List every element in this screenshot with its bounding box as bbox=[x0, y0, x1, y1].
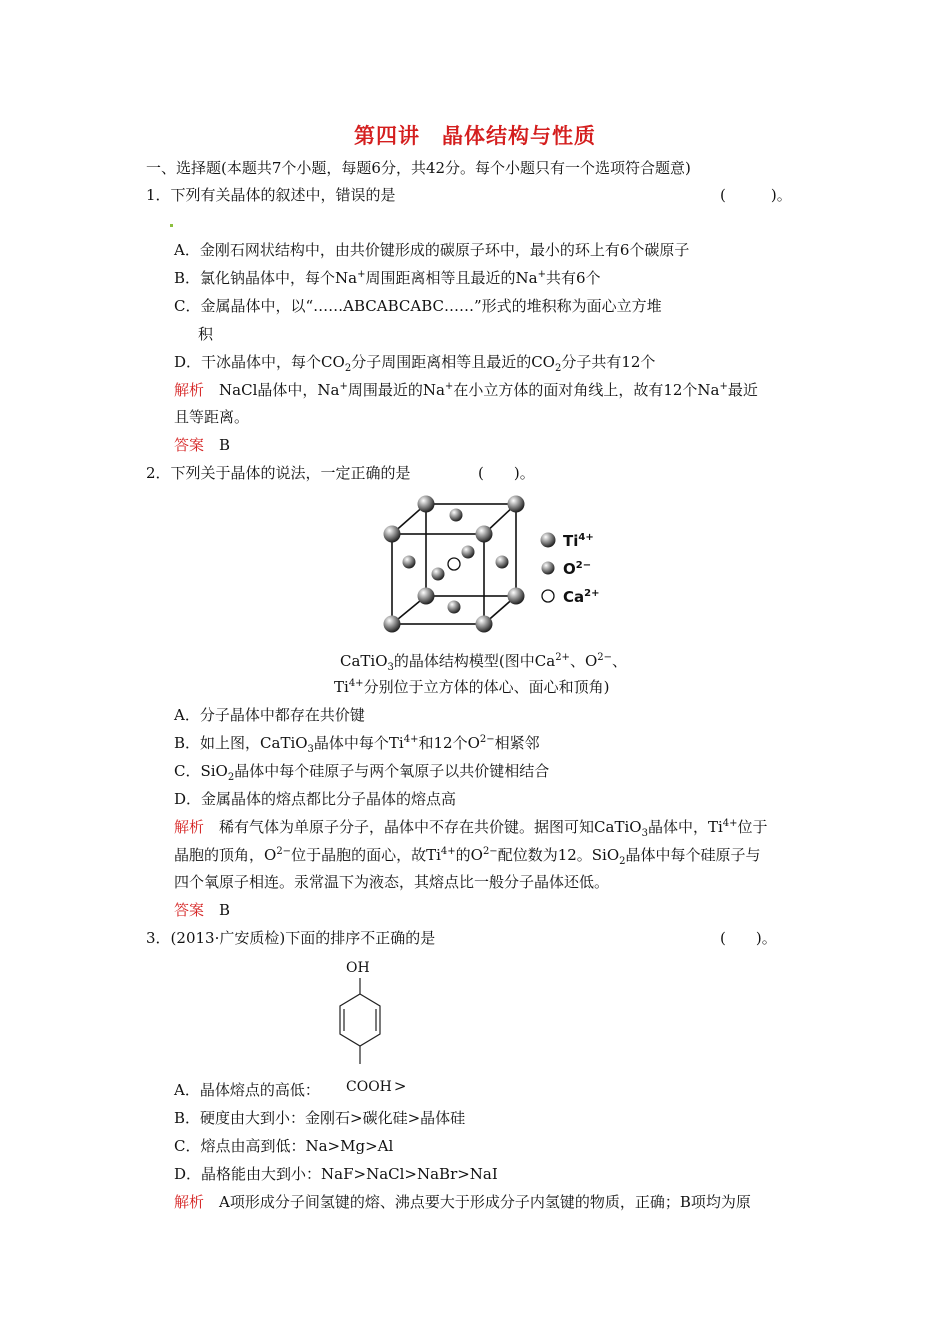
structure-oh-label: OH bbox=[346, 960, 370, 976]
legend-ca-label: $Ca^{2+}$ bbox=[563, 588, 600, 606]
q2-answer-paren: ( )。 bbox=[478, 464, 535, 482]
q1-option-c-cont: 积 bbox=[198, 325, 214, 343]
q3-option-b: B．硬度由大到小：金刚石>碳化硅>晶体硅 bbox=[174, 1109, 466, 1127]
legend-o-label: $O^{2-}$ bbox=[563, 560, 592, 578]
q2-answer: 答案 B bbox=[174, 901, 231, 919]
q1-answer: 答案 B bbox=[174, 436, 231, 454]
q2-option-a: A．分子晶体中都存在共价键 bbox=[174, 706, 365, 724]
q2-analysis-cont: 晶胞的顶角，$O^{2-}$位于晶胞的面心，故$Ti^{4+}$的$O^{2-}$配位数为12。SiO$_2$晶体中每个硅原子与 bbox=[174, 846, 761, 867]
q1-option-d: D．干冰晶体中，每个$CO_2$分子周围距离相等且最近的$CO_2$分子共有12个 bbox=[174, 353, 656, 374]
page-title: 第四讲 晶体结构与性质 bbox=[354, 124, 596, 148]
legend-ti-label: $Ti^{4+}$ bbox=[563, 532, 594, 550]
q3-option-d: D．晶格能由大到小：NaF>NaCl>NaBr>NaI bbox=[174, 1165, 498, 1183]
analysis-label: 解析 bbox=[174, 818, 205, 836]
q1-analysis-cont: 且等距离。 bbox=[174, 408, 250, 426]
q1-answer-paren: ( )。 bbox=[720, 186, 792, 204]
q1-option-b: B．氯化钠晶体中，每个Na+周围距离相等且最近的Na+共有6个 bbox=[174, 269, 601, 287]
q3-answer-paren: ( )。 bbox=[720, 929, 777, 947]
legend-ti-symbol bbox=[541, 533, 556, 548]
stray-mark bbox=[170, 224, 173, 227]
q3-option-c: C．熔点由高到低：Na>Mg>Al bbox=[174, 1137, 394, 1155]
q1-analysis: 解析 NaCl晶体中，Na+周围最近的Na+在小立方体的面对角线上，故有12个Na+最近 bbox=[174, 381, 758, 399]
analysis-label: 解析 bbox=[174, 1193, 205, 1211]
q2-option-c: C．SiO$_2$晶体中每个硅原子与两个氧原子以共价键相结合 bbox=[174, 762, 550, 783]
q2-stem: 2．下列关于晶体的说法，一定正确的是 bbox=[146, 464, 411, 482]
legend-ca-symbol bbox=[542, 590, 554, 602]
analysis-label: 解析 bbox=[174, 381, 205, 399]
q1-option-c: C．金属晶体中，以“……ABCABCABC……”形式的堆积称为面心立方堆 bbox=[174, 297, 662, 315]
q2-analysis-cont2: 四个氧原子相连。汞常温下为液态，其熔点比一般分子晶体还低。 bbox=[174, 873, 610, 891]
structure-cooh-label: COOH > bbox=[346, 1077, 407, 1095]
q2-analysis: 解析 稀有气体为单原子分子，晶体中不存在共价键。据图可知CaTiO$_3$晶体中，$Ti^{4+}$位于 bbox=[174, 818, 768, 839]
section-heading: 一、选择题(本题共7个小题，每题6分，共42分。每个小题只有一个选项符合题意) bbox=[146, 159, 691, 177]
answer-label: 答案 bbox=[174, 436, 205, 454]
legend-o-symbol bbox=[542, 562, 555, 575]
q3-stem: 3．(2013·广安质检)下面的排序不正确的是 bbox=[146, 929, 436, 947]
figure-caption: CaTiO$_3$的晶体结构模型(图中$Ca^{2+}$、$O^{2-}$、 bbox=[340, 652, 628, 673]
figure-caption-cont: $Ti^{4+}$分别位于立方体的体心、面心和顶角) bbox=[334, 678, 610, 696]
q2-option-b: B．如上图，CaTiO$_3$晶体中每个$Ti^{4+}$和12个$O^{2-}$相紧邻 bbox=[174, 734, 540, 755]
q3-option-a: A．晶体熔点的高低： bbox=[174, 1081, 320, 1099]
q1-option-a: A．金刚石网状结构中，由共价键形成的碳原子环中，最小的环上有6个碳原子 bbox=[174, 241, 690, 259]
q3-analysis: 解析 A项形成分子间氢键的熔、沸点要大于形成分子内氢键的物质，正确；B项均为原 bbox=[174, 1193, 751, 1211]
ca-ion bbox=[448, 558, 460, 570]
benzene-ring-structure bbox=[320, 976, 400, 1076]
answer-label: 答案 bbox=[174, 901, 205, 919]
q1-stem: 1．下列有关晶体的叙述中，错误的是 bbox=[146, 186, 396, 204]
q2-option-d: D．金属晶体的熔点都比分子晶体的熔点高 bbox=[174, 790, 457, 808]
